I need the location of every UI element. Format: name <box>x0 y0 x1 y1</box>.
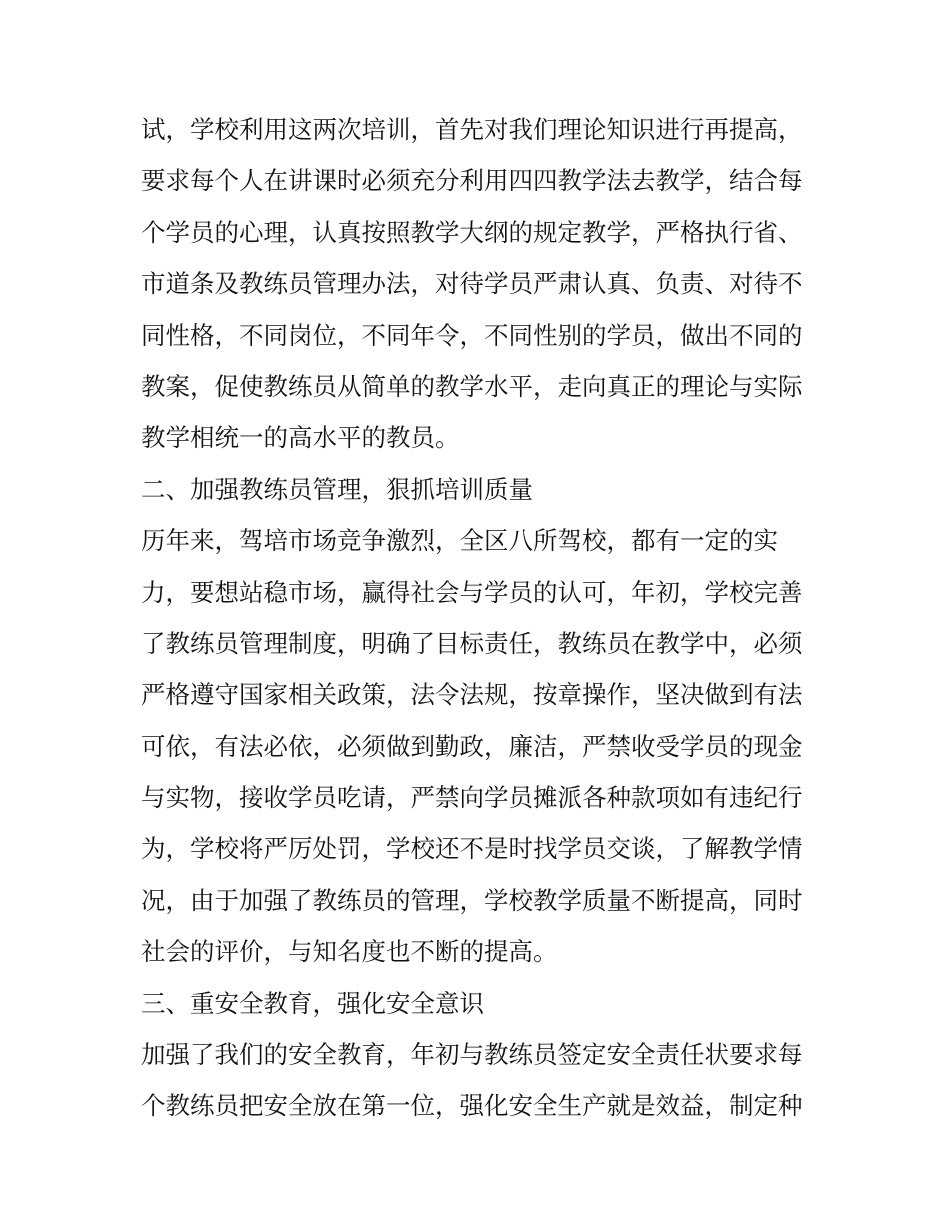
body-text-line: 与实物，接收学员吃请，严禁向学员摊派各种款项如有违纪行 <box>141 783 803 813</box>
section-heading: 二、加强教练员管理，狠抓培训质量 <box>141 474 533 504</box>
body-text-line: 教案，促使教练员从简单的教学水平，走向真正的理论与实际 <box>141 371 803 401</box>
body-text-line: 社会的评价，与知名度也不断的提高。 <box>141 937 558 967</box>
body-text-line: 教学相统一的高水平的教员。 <box>141 423 460 453</box>
body-text-line: 同性格，不同岗位，不同年令，不同性别的学员，做出不同的 <box>141 320 803 350</box>
body-text-line: 力，要想站稳市场，赢得社会与学员的认可，年初，学校完善 <box>141 577 803 607</box>
body-text-line: 试，学校利用这两次培训，首先对我们理论知识进行再提高， <box>141 115 803 144</box>
body-text-line: 加强了我们的安全教育，年初与教练员签定安全责任状要求每 <box>141 1040 803 1070</box>
body-text-line: 个学员的心理，认真按照教学大纲的规定教学，严格执行省、 <box>141 217 803 247</box>
document-body <box>141 104 831 1132</box>
body-text-line: 严格遵守国家相关政策，法令法规，按章操作，坚决做到有法 <box>141 680 803 710</box>
body-text-line: 可依，有法必依，必须做到勤政，廉洁，严禁收受学员的现金 <box>141 731 803 761</box>
body-text-line: 要求每个人在讲课时必须充分利用四四教学法去教学，结合每 <box>141 166 803 196</box>
body-text-line: 历年来，驾培市场竞争激烈，全区八所驾校，都有一定的实 <box>141 526 778 556</box>
body-text-line: 况，由于加强了教练员的管理，学校教学质量不断提高，同时 <box>141 885 803 915</box>
body-text-line: 市道条及教练员管理办法，对待学员严肃认真、负责、对待不 <box>141 269 803 299</box>
body-text-line: 了教练员管理制度，明确了目标责任，教练员在教学中，必须 <box>141 628 803 658</box>
section-heading: 三、重安全教育，强化安全意识 <box>141 988 484 1018</box>
body-text-line: 为，学校将严厉处罚，学校还不是时找学员交谈，了解教学情 <box>141 834 803 864</box>
body-text-line: 个教练员把安全放在第一位，强化安全生产就是效益，制定种 <box>141 1091 803 1121</box>
